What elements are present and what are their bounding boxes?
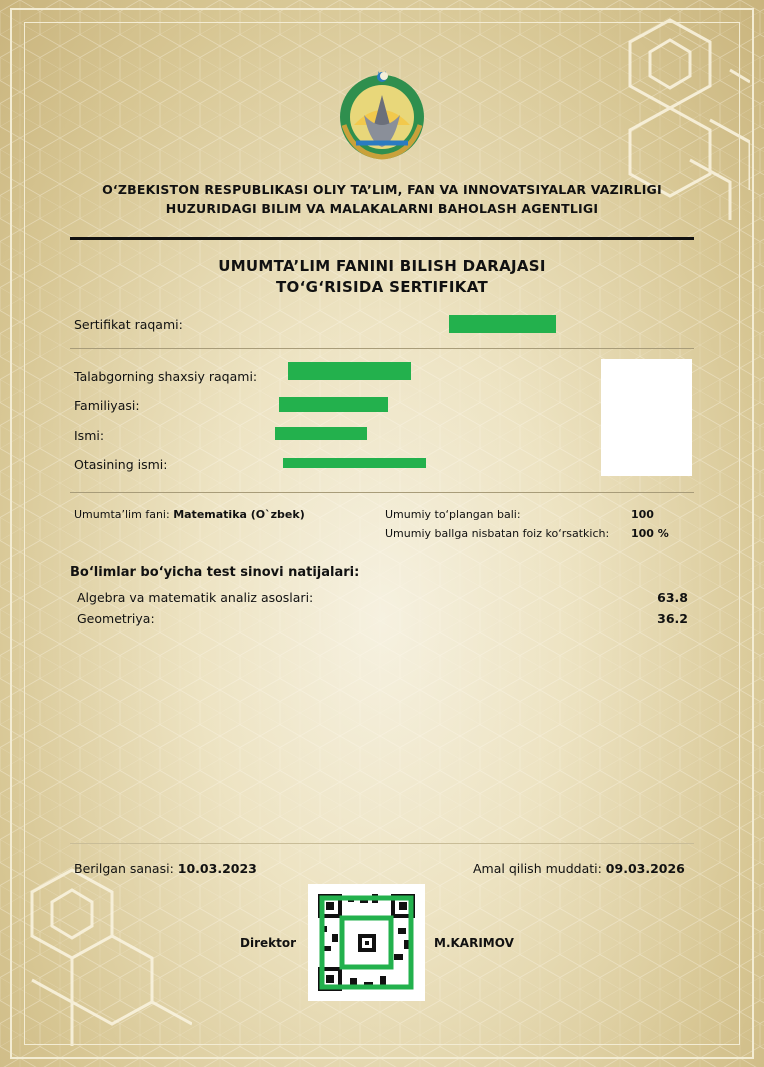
section-divider	[70, 492, 694, 493]
director-name: M.KARIMOV	[434, 936, 514, 950]
section-name-algebra: Algebra va matematik analiz asoslari:	[77, 590, 314, 605]
patronymic-redaction	[283, 458, 426, 468]
percent-label: Umumiy ballga nisbatan foiz ko‘rsatkich:	[385, 527, 610, 540]
name-redaction	[275, 427, 367, 440]
qr-code[interactable]	[308, 884, 425, 1001]
surname-redaction	[279, 397, 388, 412]
applicant-photo	[601, 359, 692, 476]
valid-date: 09.03.2026	[605, 861, 685, 876]
issued-date: 10.03.2023	[177, 861, 257, 876]
issued-label: Berilgan sanasi:	[74, 861, 174, 876]
state-emblem-icon	[334, 65, 430, 161]
total-score-value: 100	[631, 508, 654, 521]
valid-label: Amal qilish muddati:	[473, 861, 602, 876]
certificate-title-line-1: UMUMTA’LIM FANINI BILISH DARAJASI	[218, 257, 546, 275]
name-label: Ismi:	[74, 428, 105, 443]
footer-divider	[70, 843, 694, 844]
header-divider	[70, 237, 694, 240]
personal-number-redaction	[288, 362, 411, 380]
qr-code-icon	[308, 884, 425, 1001]
percent-value: 100 %	[631, 527, 669, 540]
certificate-number-redaction	[449, 315, 556, 333]
subject-label: Umumta’lim fani:	[74, 508, 170, 521]
patronymic-label: Otasining ismi:	[74, 457, 168, 472]
certificate-number-label: Sertifikat raqami:	[74, 317, 183, 332]
certificate-title-line-2: TO‘G‘RISIDA SERTIFIKAT	[276, 278, 488, 296]
personal-number-label: Talabgorning shaxsiy raqami:	[74, 369, 258, 384]
valid-date-row	[473, 861, 685, 876]
director-title: Direktor	[240, 936, 297, 950]
surname-label: Familiyasi:	[74, 398, 140, 413]
sections-heading: Bo‘limlar bo‘yicha test sinovi natijalari:	[70, 565, 360, 580]
subject-row	[74, 508, 305, 521]
section-divider	[70, 348, 694, 349]
total-score-label: Umumiy to‘plangan bali:	[385, 508, 521, 521]
ministry-line-2: HUZURIDAGI BILIM VA MALAKALARNI BAHOLASH AGENTLIGI	[165, 201, 599, 216]
ministry-line-1: O‘ZBEKISTON RESPUBLIKASI OLIY TA’LIM, FAN VA INNOVATSIYALAR VAZIRLIGI	[102, 182, 662, 197]
section-name-geometry: Geometriya:	[77, 611, 155, 626]
section-score-algebra: 63.8	[657, 590, 688, 605]
section-score-geometry: 36.2	[657, 611, 688, 626]
subject-value: Matematika (O`zbek)	[173, 508, 305, 521]
issued-date-row	[74, 861, 257, 876]
